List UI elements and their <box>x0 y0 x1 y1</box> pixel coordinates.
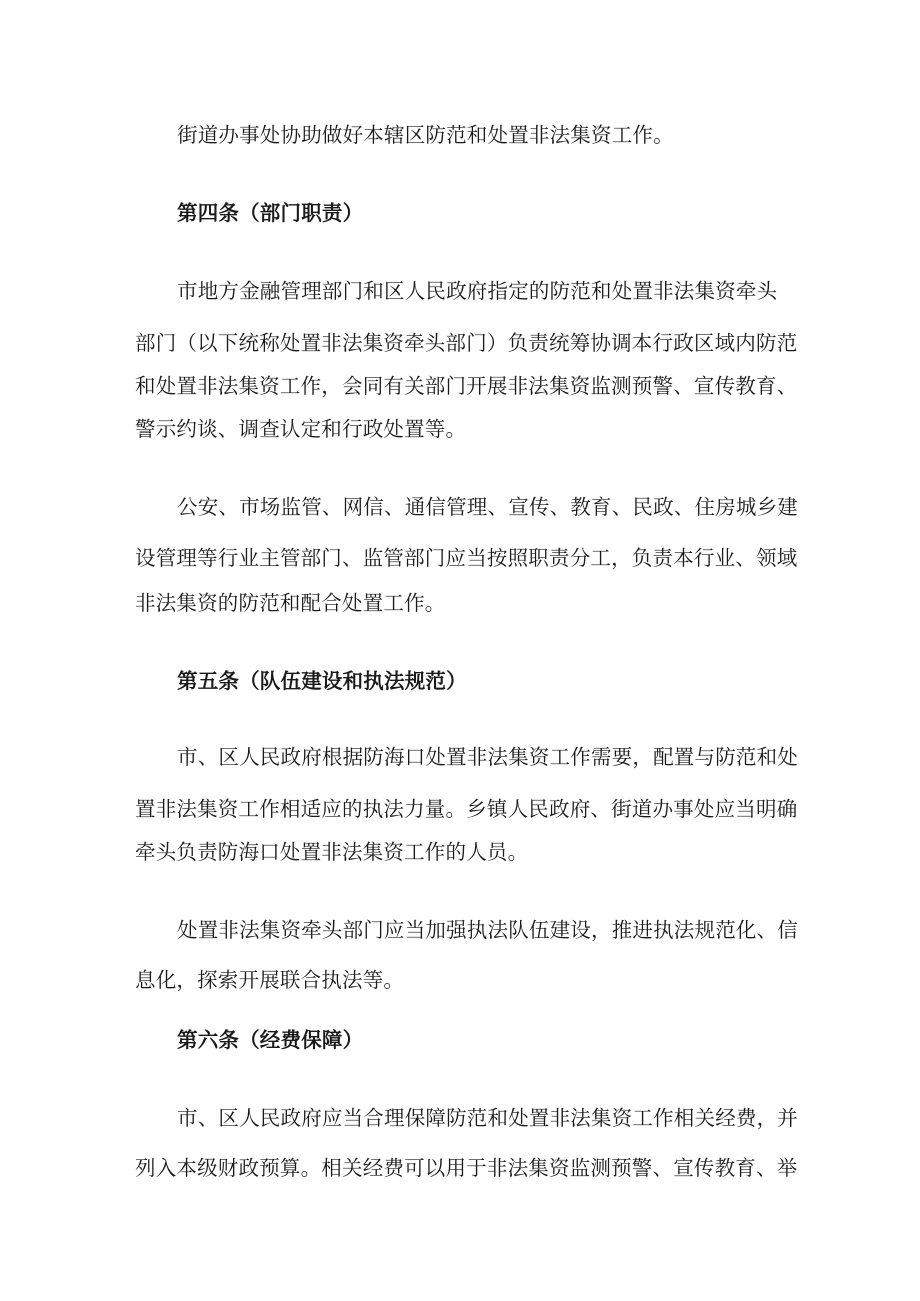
paragraph-line: 市、区人民政府根据防海口处置非法集资工作需要，配置与防范和处 <box>177 745 798 769</box>
paragraph-line: 设管理等行业主管部门、监管部门应当按照职责分工，负责本行业、领域 <box>135 546 798 570</box>
paragraph-line: 和处置非法集资工作，会同有关部门开展非法集资监测预警、宣传教育、 <box>135 374 798 398</box>
paragraph-line: 公安、市场监管、网信、通信管理、宣传、教育、民政、住房城乡建 <box>177 495 798 519</box>
paragraph-line: 牵头负责防海口处置非法集资工作的人员。 <box>135 840 529 864</box>
paragraph-line: 市地方金融管理部门和区人民政府指定的防范和处置非法集资牵头 <box>177 279 778 303</box>
paragraph-line: 市、区人民政府应当合理保障防范和处置非法集资工作相关经费，并 <box>177 1106 798 1130</box>
paragraph-line: 部门（以下统称处置非法集资牵头部门）负责统筹协调本行政区域内防范 <box>135 331 798 355</box>
paragraph-line: 警示约谈、调查认定和行政处置等。 <box>135 417 467 441</box>
article-heading: 第四条（部门职责） <box>177 201 364 225</box>
paragraph-line: 处置非法集资牵头部门应当加强执法队伍建设，推进执法规范化、信 <box>177 918 798 942</box>
article-heading: 第六条（经费保障） <box>177 1028 364 1052</box>
paragraph-line: 非法集资的防范和配合处置工作。 <box>135 591 446 615</box>
paragraph-line: 置非法集资工作相适应的执法力量。乡镇人民政府、街道办事处应当明确 <box>135 797 798 821</box>
paragraph-line: 街道办事处协助做好本辖区防范和处置非法集资工作。 <box>177 123 674 147</box>
article-heading: 第五条（队伍建设和执法规范） <box>177 669 467 693</box>
paragraph-line: 列入本级财政预算。相关经费可以用于非法集资监测预警、宣传教育、举 <box>135 1156 798 1180</box>
paragraph-line: 息化，探索开展联合执法等。 <box>135 968 405 992</box>
